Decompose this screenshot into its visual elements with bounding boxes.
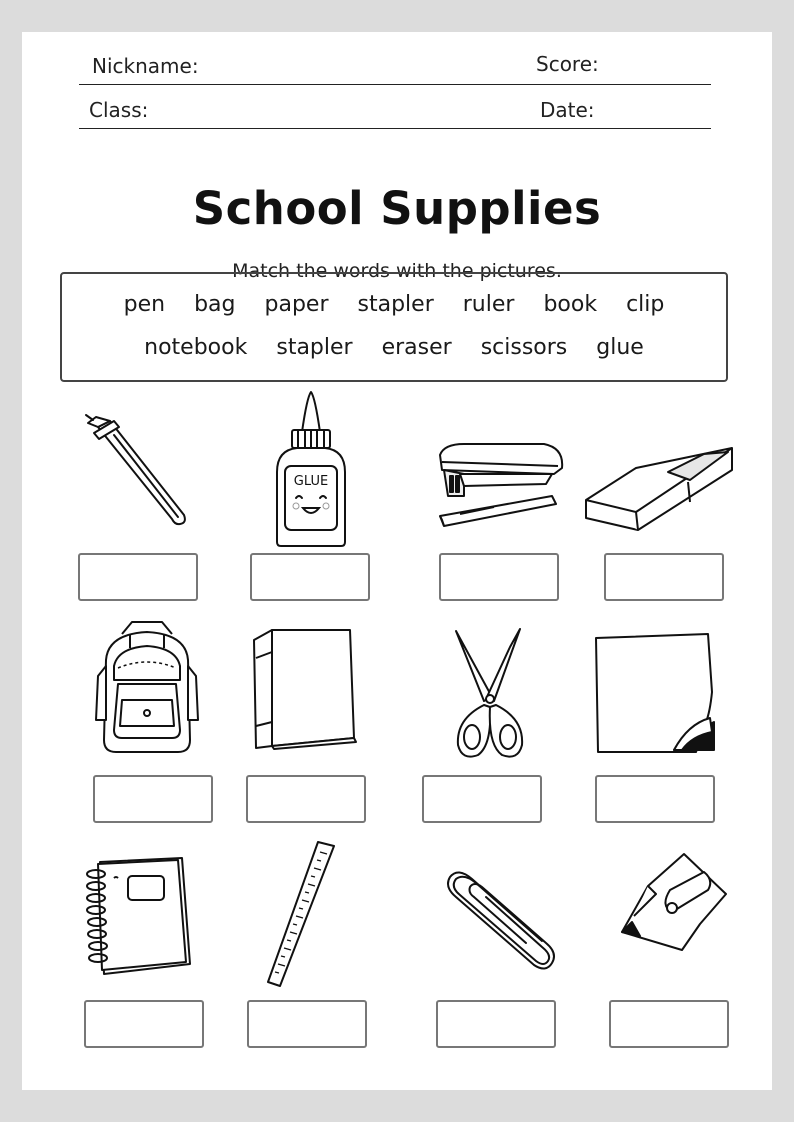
answer-box[interactable]	[609, 1000, 729, 1048]
answer-box[interactable]	[93, 775, 213, 823]
glue-bottle-icon	[267, 392, 355, 547]
answer-box[interactable]	[84, 1000, 204, 1048]
paper-clip-icon	[442, 857, 562, 972]
paper-icon	[592, 632, 722, 757]
pen-icon	[84, 415, 194, 530]
word-bank	[60, 272, 728, 382]
nickname-label: Nickname:	[92, 54, 199, 78]
score-label: Score:	[536, 52, 599, 76]
word-bank-word: book	[543, 292, 598, 317]
scissors-icon	[450, 627, 530, 762]
answer-box[interactable]	[78, 553, 198, 601]
word-bank-word: paper	[264, 292, 329, 317]
glue-label-text: GLUE	[293, 474, 329, 489]
word-bank-word: clip	[626, 292, 665, 317]
answer-box[interactable]	[247, 1000, 367, 1048]
ruler-icon	[266, 840, 338, 988]
answer-box[interactable]	[604, 553, 724, 601]
notebook-icon	[82, 854, 194, 979]
instruction-text: Match the words with the pictures.	[232, 260, 562, 282]
book-icon	[250, 628, 358, 750]
word-bank-word: notebook	[144, 335, 248, 360]
date-label: Date:	[540, 98, 595, 122]
word-bank-word: stapler	[276, 335, 353, 360]
word-bank-row-2	[62, 335, 726, 360]
word-bank-word: stapler	[357, 292, 434, 317]
class-line	[79, 128, 711, 129]
word-bank-word: ruler	[462, 292, 515, 317]
backpack-icon	[92, 620, 202, 755]
stapler-icon	[434, 440, 569, 530]
eraser-icon	[582, 440, 737, 535]
word-bank-word: scissors	[480, 335, 568, 360]
sharpener-icon	[618, 850, 728, 955]
answer-box[interactable]	[422, 775, 542, 823]
answer-box[interactable]	[595, 775, 715, 823]
answer-box[interactable]	[439, 553, 559, 601]
page-title: School Supplies	[192, 182, 602, 235]
word-bank-row-1	[62, 292, 726, 317]
answer-box[interactable]	[246, 775, 366, 823]
word-bank-word: glue	[596, 335, 644, 360]
answer-box[interactable]	[436, 1000, 556, 1048]
class-label: Class:	[89, 98, 149, 122]
word-bank-word: bag	[194, 292, 236, 317]
answer-box[interactable]	[250, 553, 370, 601]
word-bank-word: eraser	[381, 335, 452, 360]
worksheet	[22, 32, 772, 1090]
word-bank-word: pen	[123, 292, 166, 317]
nickname-line	[79, 84, 711, 85]
